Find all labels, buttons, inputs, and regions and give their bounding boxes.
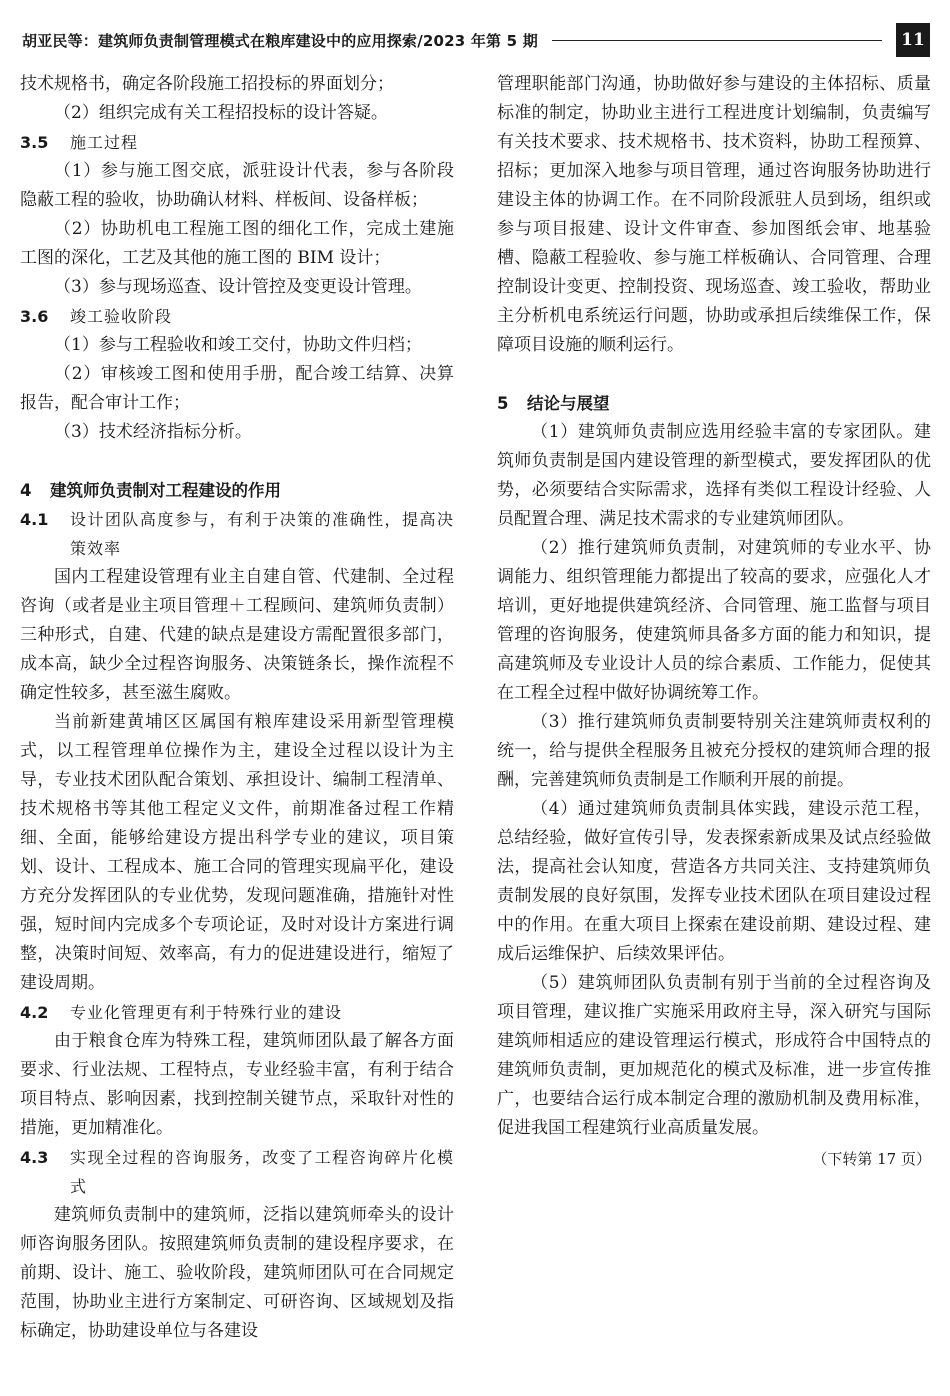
continued-note: （下转第 17 页） [812, 1150, 931, 1168]
section-title: 结论与展望 [527, 394, 610, 413]
paragraph: （5）建筑师团队负责制有别于当前的全过程咨询及项目管理，建议推广实施采用政府主导，深入研究与国际建筑师相适应的建设管理运行模式，形成符合中国特点的建筑师负责制，更加规范化的模式及标准，进一步宣传推广，也要结合运行成本制定合理的激励机制及费用标准，促进我国工程建筑行业高质量发展。 [497, 973, 931, 1138]
paragraph: 由于粮食仓库为特殊工程，建筑师团队最了解各方面要求、行业法规、工程特点，专业经验丰富，有利于结合项目特点、影响因素，找到控制关键节点，采取针对性的措施，更加精准化。 [20, 1031, 454, 1138]
section-heading-3-5 [20, 128, 454, 157]
section-title: 设计团队高度参与，有利于决策的准确性，提高决策效率 [70, 510, 454, 558]
section-number: 4.1 [20, 510, 49, 529]
section-number: 3.5 [20, 133, 49, 152]
paragraph: 技术规格书，确定各阶段施工招投标的界面划分； [20, 74, 394, 94]
section-title: 建筑师负责制对工程建设的作用 [50, 481, 281, 500]
spacer [497, 360, 931, 389]
section-title: 施工过程 [70, 133, 139, 152]
journal-header-title: 胡亚民等：建筑师负责制管理模式在粮库建设中的应用探索/2023 年第 5 期 [22, 31, 538, 50]
left-column [20, 70, 454, 1346]
spacer [20, 447, 454, 476]
section-number: 3.6 [20, 307, 49, 326]
section-heading-4-2 [20, 998, 454, 1027]
paragraph: （2）协助机电工程施工图的细化工作，完成土建施工图的深化，工艺及其他的施工图的 BIM 设计； [20, 219, 454, 268]
paragraph: （2）组织完成有关工程招投标的设计答疑。 [54, 103, 388, 123]
paragraph: 建筑师负责制中的建筑师，泛指以建筑师牵头的设计师咨询服务团队。按照建筑师负责制的建设程序要求，在前期、设计、施工、验收阶段，建筑师团队可在合同规定范围，协助业主进行方案制定、可研咨询、区域规划及指标确定，协助建设单位与各建设 [20, 1205, 454, 1341]
paragraph: （1）参与工程验收和竣工交付，协助文件归档； [54, 335, 422, 355]
section-title: 实现全过程的咨询服务，改变了工程咨询碎片化模式 [70, 1148, 454, 1196]
section-heading-4 [20, 476, 454, 505]
section-heading-4-1 [20, 505, 454, 563]
page-number: 11 [896, 23, 930, 57]
paragraph: （2）推行建筑师负责制，对建筑师的专业水平、协调能力、组织管理能力都提出了较高的要求，应强化人才培训，更好地提供建筑经济、合同管理、施工监督与项目管理的咨询服务，使建筑师具备多方面的能力和知识，提高建筑师及专业设计人员的综合素质、工作能力，促使其在工程全过程中做好协调统筹工作。 [497, 538, 931, 703]
header-rule [552, 40, 882, 41]
section-number: 4.2 [20, 1003, 49, 1022]
paragraph: 国内工程建设管理有业主自建自管、代建制、全过程咨询（或者是业主项目管理＋工程顾问、建筑师负责制）三种形式，自建、代建的缺点是建设方需配置很多部门，成本高，缺少全过程咨询服务、决策链条长，操作流程不确定性较多，甚至滋生腐败。 [20, 567, 454, 703]
paragraph: （3）推行建筑师负责制要特别关注建筑师责权利的统一，给与提供全程服务且被充分授权的建筑师合理的报酬，完善建筑师负责制是工作顺利开展的前提。 [497, 712, 931, 790]
paragraph: 管理职能部门沟通，协助做好参与建设的主体招标、质量标准的制定，协助业主进行工程进度计划编制，负责编写有关技术要求、技术规格书、技术资料，协助工程预算、招标；更加深入地参与项目管理，通过咨询服务协助进行建设主体的协调工作。在不同阶段派驻人员到场，组织或参与项目报建、设计文件审查、参加图纸会审、地基验槽、隐蔽工程验收、参与施工样板确认、合同管理、合理控制设计变更、控制投资、现场巡查、竣工验收，帮助业主分析机电系统运行问题，协助或承担后续维保工作，保障项目设施的顺利运行。 [497, 74, 931, 355]
paragraph: （2）审核竣工图和使用手册，配合竣工结算、决算报告，配合审计工作； [20, 364, 454, 413]
paragraph: （3）技术经济指标分析。 [54, 422, 252, 442]
paragraph: （1）建筑师负责制应选用经验丰富的专家团队。建筑师负责制是国内建设管理的新型模式，要发挥团队的优势，必须要结合实际需求，选择有类似工程设计经验、人员配置合理、满足技术需求的专业建筑师团队。 [497, 422, 931, 529]
section-number: 4.3 [20, 1148, 49, 1167]
paragraph: （4）通过建筑师负责制具体实践，建设示范工程，总结经验，做好宣传引导，发表探索新成果及试点经验做法，提高社会认知度，营造各方共同关注、支持建筑师负责制发展的良好氛围，发挥专业技术团队在项目建设过程中的作用。在重大项目上探索在建设前期、建设过程、建成后运维保护、后续效果评估。 [497, 799, 931, 964]
section-heading-5 [497, 389, 931, 418]
right-column [497, 70, 931, 1174]
section-heading-3-6 [20, 302, 454, 331]
section-number: 5 [497, 394, 509, 413]
section-title: 竣工验收阶段 [70, 307, 173, 326]
section-heading-4-3 [20, 1143, 454, 1201]
section-number: 4 [20, 481, 32, 500]
paragraph: （1）参与施工图交底，派驻设计代表，参与各阶段隐蔽工程的验收，协助确认材料、样板间、设备样板； [20, 161, 454, 210]
running-header [22, 18, 930, 62]
paragraph: （3）参与现场巡查、设计管控及变更设计管理。 [54, 277, 422, 297]
paragraph: 当前新建黄埔区区属国有粮库建设采用新型管理模式，以工程管理单位操作为主，建设全过程以设计为主导，专业技术团队配合策划、承担设计、编制工程清单、技术规格书等其他工程定义文件，前期准备过程工作精细、全面，能够给建设方提出科学专业的建议，项目策划、设计、工程成本、施工合同的管理实现扁平化，建设方充分发挥团队的专业优势，发现问题准确，措施针对性强，短时间内完成多个专项论证，及时对设计方案进行调整，决策时间短、效率高，有力的促进建设进行，缩短了建设周期。 [20, 712, 454, 993]
section-title: 专业化管理更有利于特殊行业的建设 [70, 1003, 343, 1022]
